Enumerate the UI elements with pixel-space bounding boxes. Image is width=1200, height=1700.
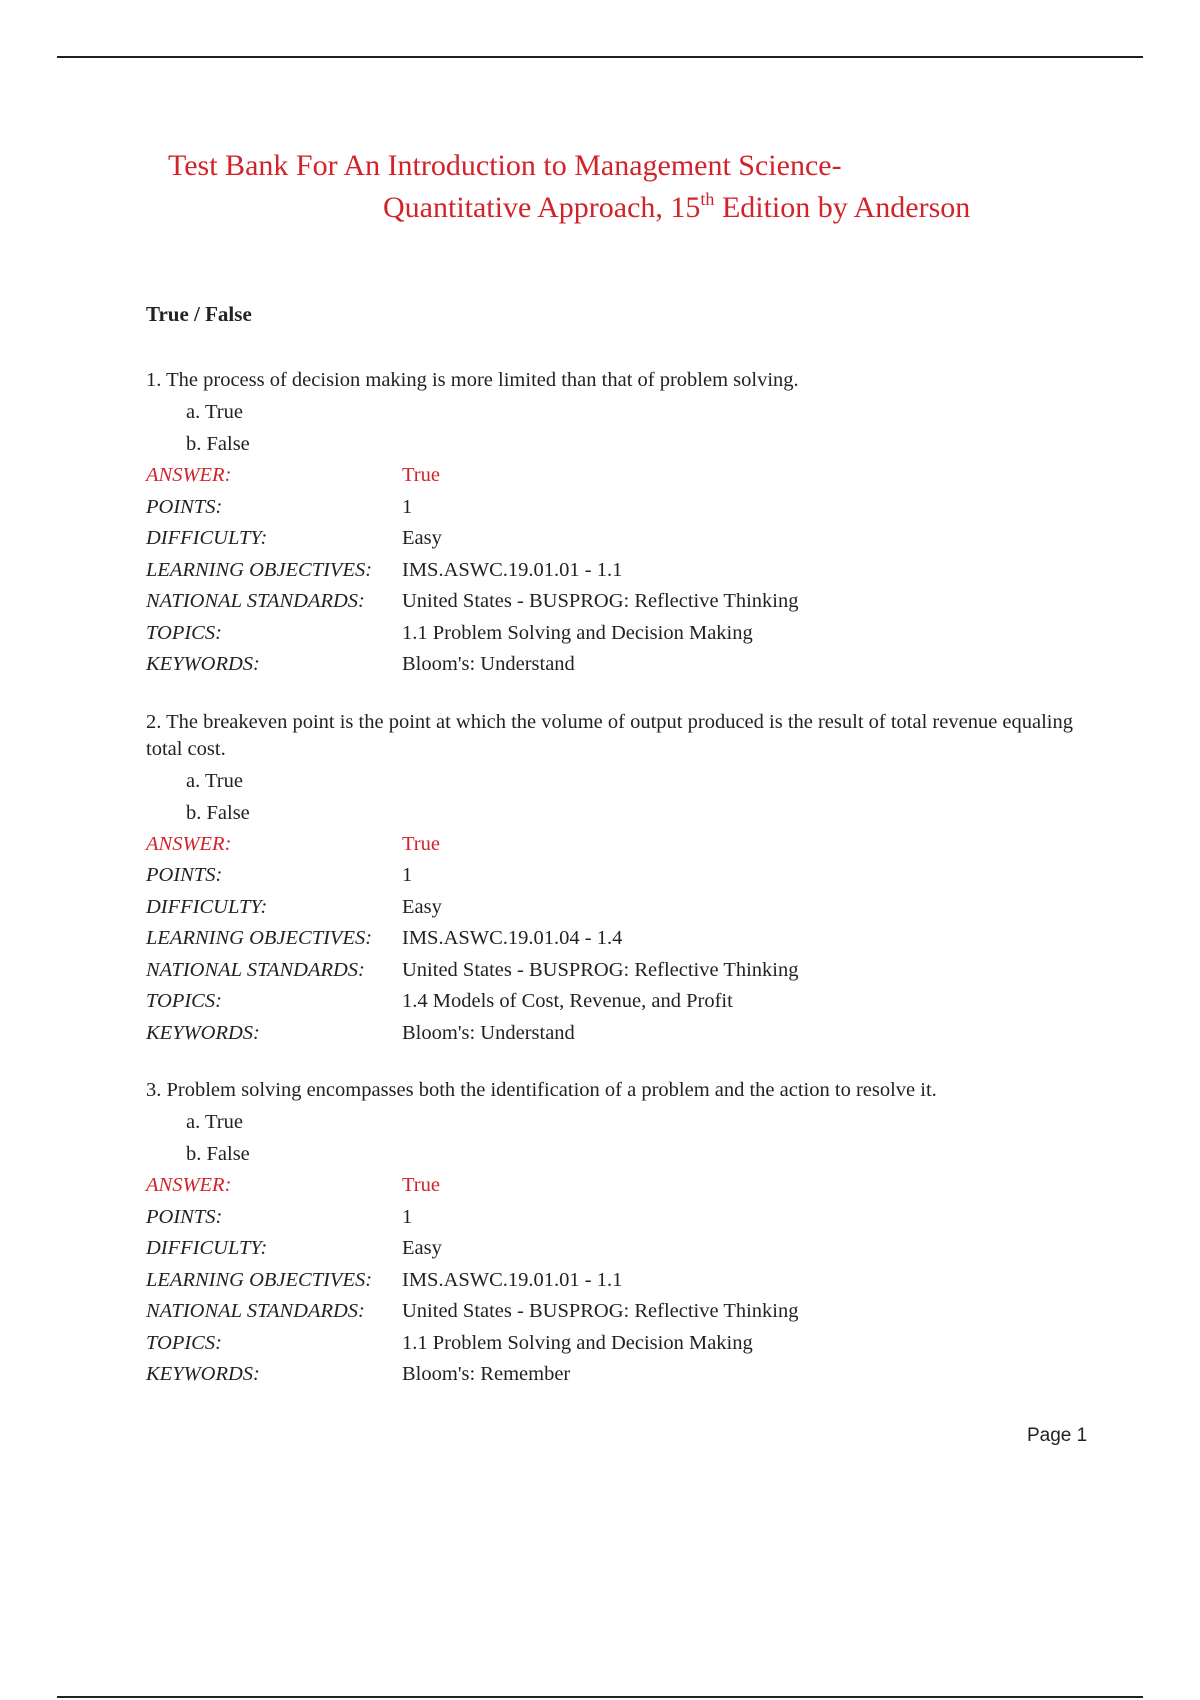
learning-objectives-label: LEARNING OBJECTIVES:: [146, 927, 373, 950]
option-a: a. True: [186, 401, 243, 423]
question-metadata: [146, 1170, 1086, 1391]
top-rule: [57, 56, 1143, 58]
keywords-value: Bloom's: Understand: [402, 653, 575, 676]
question-text: 2. The breakeven point is the point at which the volume of output produced is the result of total revenue equaling total cost.: [146, 710, 1074, 760]
difficulty-value: Easy: [402, 895, 442, 918]
topics-label: TOPICS:: [146, 990, 222, 1013]
page-number: Page 1: [1027, 1425, 1088, 1446]
learning-objectives-row: [146, 1265, 1086, 1297]
question-list: [146, 367, 1086, 1419]
keywords-row: [146, 649, 1086, 681]
points-row: [146, 1202, 1086, 1234]
topics-row: [146, 618, 1086, 650]
learning-objectives-row: [146, 923, 1086, 955]
national-standards-row: [146, 1296, 1086, 1328]
difficulty-label: DIFFICULTY:: [146, 527, 268, 550]
points-row: [146, 492, 1086, 524]
question-text: 1. The process of decision making is more limited than that of problem solving.: [146, 369, 799, 391]
answer-value: True: [402, 464, 440, 487]
keywords-label: KEYWORDS:: [146, 1363, 260, 1386]
keywords-label: KEYWORDS:: [146, 653, 260, 676]
option-b: b. False: [186, 801, 250, 824]
topics-label: TOPICS:: [146, 621, 222, 644]
national-standards-label: NATIONAL STANDARDS:: [146, 958, 365, 981]
difficulty-label: DIFFICULTY:: [146, 1237, 268, 1260]
title-superscript: th: [700, 189, 715, 209]
keywords-label: KEYWORDS:: [146, 1021, 260, 1044]
question-text: 3. Problem solving encompasses both the identification of a problem and the action to resolve it.: [146, 1079, 937, 1101]
answer-value: True: [402, 1174, 440, 1197]
topics-value: 1.1 Problem Solving and Decision Making: [402, 621, 753, 644]
national-standards-value: United States - BUSPROG: Reflective Thinking: [402, 958, 799, 981]
answer-row: [146, 1170, 1086, 1202]
points-row: [146, 860, 1086, 892]
topics-value: 1.4 Models of Cost, Revenue, and Profit: [402, 990, 733, 1013]
title-line-2-main: Quantitative Approach, 15: [383, 191, 701, 224]
answer-label: ANSWER:: [146, 464, 232, 487]
learning-objectives-value: IMS.ASWC.19.01.04 - 1.4: [402, 927, 623, 950]
keywords-row: [146, 1018, 1086, 1050]
question-metadata: [146, 460, 1086, 681]
title-line-2-rest: Edition by Anderson: [714, 191, 971, 224]
keywords-value: Bloom's: Remember: [402, 1363, 571, 1386]
difficulty-row: [146, 1233, 1086, 1265]
question-2: [146, 709, 1086, 1050]
points-label: POINTS:: [146, 864, 223, 887]
points-label: POINTS:: [146, 1205, 223, 1228]
points-value: 1: [402, 864, 413, 887]
answer-row: [146, 460, 1086, 492]
national-standards-label: NATIONAL STANDARDS:: [146, 1300, 365, 1323]
question-1: [146, 367, 1086, 681]
answer-value: True: [402, 832, 440, 855]
learning-objectives-value: IMS.ASWC.19.01.01 - 1.1: [402, 558, 623, 581]
topics-row: [146, 986, 1086, 1018]
option-b: b. False: [186, 433, 250, 455]
difficulty-label: DIFFICULTY:: [146, 895, 268, 918]
points-value: 1: [402, 495, 413, 518]
bottom-rule: [57, 1696, 1143, 1698]
learning-objectives-label: LEARNING OBJECTIVES:: [146, 1268, 373, 1291]
topics-row: [146, 1328, 1086, 1360]
national-standards-row: [146, 955, 1086, 987]
difficulty-value: Easy: [402, 527, 442, 550]
option-a: a. True: [186, 769, 243, 792]
title-line-1: Test Bank For An Introduction to Management Science-: [168, 149, 842, 182]
difficulty-value: Easy: [402, 1237, 442, 1260]
question-metadata: [146, 829, 1086, 1050]
option-b: b. False: [186, 1143, 250, 1165]
national-standards-value: United States - BUSPROG: Reflective Thinking: [402, 590, 799, 613]
title-line-2: [383, 187, 970, 229]
learning-objectives-row: [146, 555, 1086, 587]
points-value: 1: [402, 1205, 413, 1228]
national-standards-value: United States - BUSPROG: Reflective Thinking: [402, 1300, 799, 1323]
difficulty-row: [146, 523, 1086, 555]
question-3: [146, 1077, 1086, 1391]
topics-label: TOPICS:: [146, 1331, 222, 1354]
topics-value: 1.1 Problem Solving and Decision Making: [402, 1331, 753, 1354]
learning-objectives-value: IMS.ASWC.19.01.01 - 1.1: [402, 1268, 623, 1291]
points-label: POINTS:: [146, 495, 223, 518]
keywords-value: Bloom's: Understand: [402, 1021, 575, 1044]
answer-row: [146, 829, 1086, 861]
option-a: a. True: [186, 1111, 243, 1133]
answer-label: ANSWER:: [146, 1174, 232, 1197]
national-standards-label: NATIONAL STANDARDS:: [146, 590, 365, 613]
keywords-row: [146, 1359, 1086, 1391]
section-heading: True / False: [146, 302, 252, 326]
difficulty-row: [146, 892, 1086, 924]
national-standards-row: [146, 586, 1086, 618]
answer-label: ANSWER:: [146, 832, 232, 855]
learning-objectives-label: LEARNING OBJECTIVES:: [146, 558, 373, 581]
